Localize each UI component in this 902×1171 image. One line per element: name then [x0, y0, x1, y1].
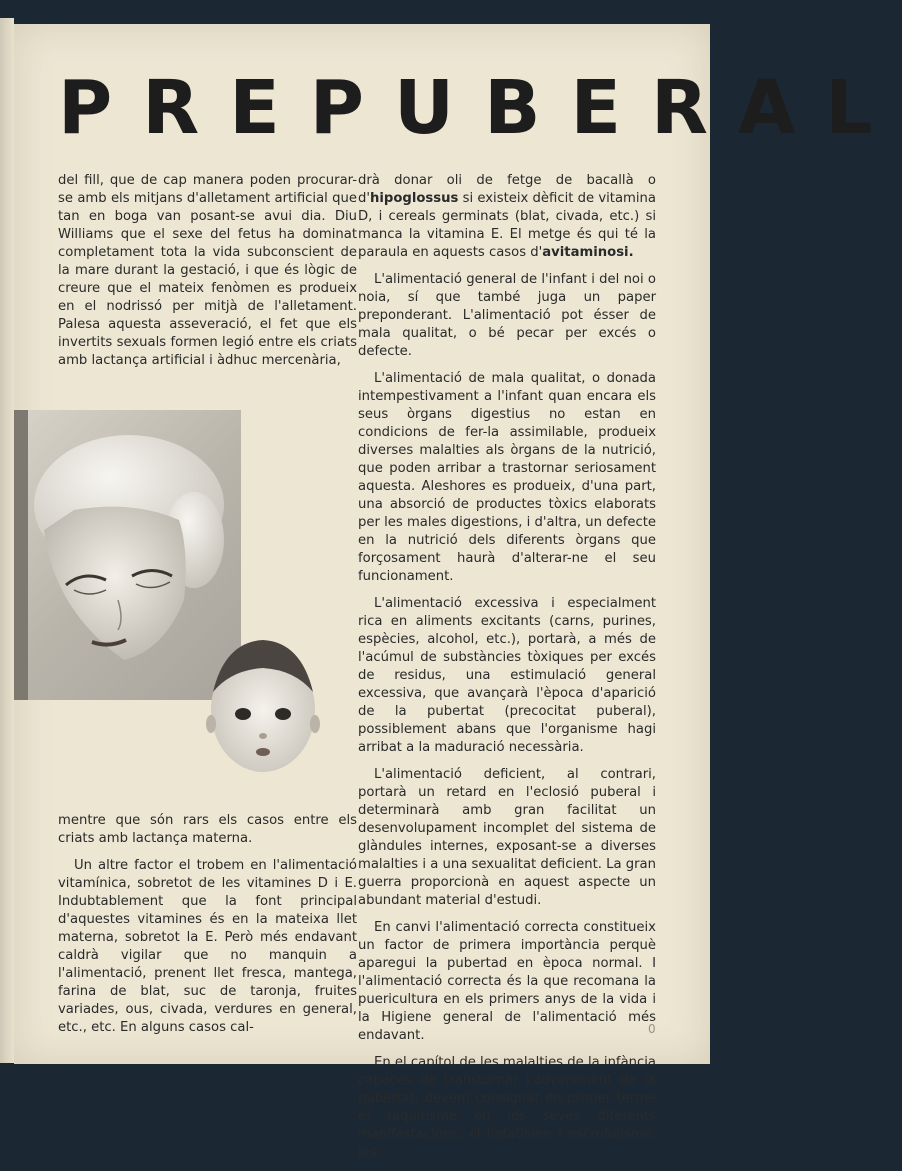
bold-term-avitaminosi: avitaminosi. — [542, 245, 634, 260]
page-folio: 0 — [648, 1022, 656, 1036]
text-run: si existeix dèficit de vitamina D, i cereals germinats (blat, civada, etc.) si manca la vitamina E. El metge és qui té la paraula en aquests casos d' — [358, 191, 656, 260]
page-title: PREPUBERAL — [58, 65, 902, 151]
text-run: drà donar oli de fetge de bacallà o d' — [358, 173, 656, 206]
paragraph: L'alimentació deficient, al contrari, portarà un retard en l'eclosió puberal i determinarà amb gran facilitat un desenvolupament incomplet del sistema de glàndules internes, exposant-se a diverses malalties i a una sexualitat deficient. La gran guerra proporcionà en aquest aspecte un abundant material d'estudi. — [358, 767, 656, 908]
column-left-top — [58, 172, 357, 379]
paragraph: L'alimentació excessiva i especialment rica en aliments excitants (carns, purines, espècies, alcohol, etc.), portarà, a més de l'acúmul de substàncies tòxiques per excés de residus, una estimulació general excessiva, que avançarà l'època d'aparició de la pubertat (precocitat puberal), possiblement abans que l'organisme hagi arribat a la maduració necessària. — [358, 596, 656, 755]
paragraph: L'alimentació general de l'infant i del noi o noia, sí que també juga un paper preponderant. L'alimentació pot ésser de mala qualitat, o bé pecar per excés o defecte. — [358, 272, 656, 359]
paragraph: del fill, que de cap manera poden procurar-se amb els mitjans d'alletament artificial que tan en boga van posant-se avui dia. Diu Williams que el sexe del fetus ha dominat completament tota la vida subconscient de la mare durant la gestació, i que és lògic de creure que el mateix fenòmen es produeix en el nodrissó per mitjà de l'alletament. Palesa aquesta asseveració, el fet que els invertits sexuals formen legió entre els criats amb lactança artificial i àdhuc mercenària, — [58, 173, 357, 368]
paragraph: Un altre factor el trobem en l'alimentació vitamínica, sobretot de les vitamines D i E. Indubtablement que la font principal d'aquestes vitamines és en la mateixa llet materna, sobretot la E. Però més endavant caldrà vigilar que no manquin a l'alimentació, prenent llet fresca, mantega, farina de blat, suc de taronja, fruites variades, ous, civada, verdures en general, etc., etc. En alguns casos cal- — [58, 858, 357, 1035]
column-left-bottom — [58, 812, 357, 1046]
paragraph: En el capítol de les malalties de la infància capaces de transtornar l'adveniment de la pubertat, devem consignar en primer terme el raquitisme en les seves diferents manifestacions, el linfatisme i escrofulisme, les — [358, 1055, 656, 1160]
paragraph: L'alimentació de mala qualitat, o donada intempestivament a l'infant quan encara els seus òrgans digestius no estan en condicions de fer-la assimilable, produeix diverses malalties als òrgans de la nutrició, que poden arribar a trastornar seriosament aquesta. Aleshores es produeix, d'una part, una absorció de productes tòxics elaborats per les males digestions, i d'altra, un defecte en la nutrició dels diferents òrgans que forçosament haurà d'alterar-ne el seu funcionament. — [358, 371, 656, 584]
column-right — [358, 172, 656, 1171]
paragraph: mentre que són rars els casos entre els criats amb lactança materna. — [58, 813, 357, 846]
baby-illustration — [205, 632, 321, 774]
adjacent-page-edge — [0, 18, 14, 1063]
paragraph-continued — [358, 172, 656, 262]
bold-term-hipoglossus: hipoglossus — [370, 191, 459, 206]
paragraph: En canvi l'alimentació correcta constitueix un factor de primera importància perquè aparegui la pubertad en època normal. I l'alimentació correcta és la que recomana la puericultura en els primers anys de la vida i la Higiene general de l'alimentació més endavant. — [358, 920, 656, 1043]
